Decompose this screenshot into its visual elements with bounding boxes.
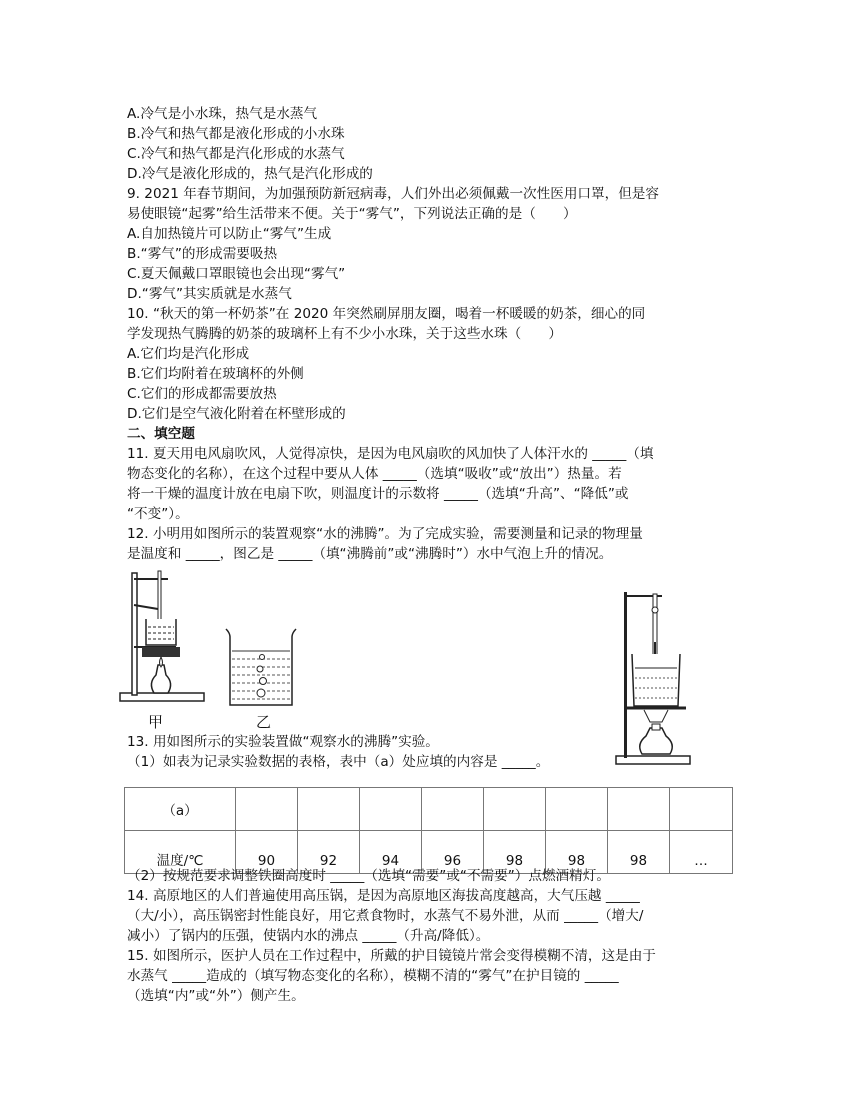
figure-label-jia: 甲 bbox=[148, 713, 164, 731]
table-cell bbox=[360, 788, 422, 831]
table-cell bbox=[484, 788, 546, 831]
table-cell bbox=[608, 788, 670, 831]
figure-label-yi: 乙 bbox=[256, 713, 272, 731]
table-cell-temp: 92 bbox=[298, 831, 360, 874]
table-cell bbox=[298, 788, 360, 831]
table-cell bbox=[670, 788, 733, 831]
question-15-line3: （选填“内”或“外”）侧产生。 bbox=[127, 988, 305, 1004]
option-a-q9: A.自加热镜片可以防止“雾气”生成 bbox=[127, 226, 332, 242]
question-11-line4: “不变”）。 bbox=[127, 506, 189, 522]
question-14-line3: 减小）了锅内的压强，使锅内水的沸点 _____（升高/降低）。 bbox=[127, 928, 490, 944]
beaker-yi-figure bbox=[222, 625, 302, 711]
table-cell-temp: 98 bbox=[608, 831, 670, 874]
option-d-q10: D.它们是空气液化附着在杯壁形成的 bbox=[127, 406, 346, 422]
table-cell-temp: 90 bbox=[236, 831, 298, 874]
table-cell-temp: 94 bbox=[360, 831, 422, 874]
table-cell-temp: 98 bbox=[484, 831, 546, 874]
question-15-line2: 水蒸气 _____造成的（填写物态变化的名称），模糊不清的“雾气”在护目镜的 _____ bbox=[127, 968, 619, 984]
table-cell-temp: 98 bbox=[546, 831, 608, 874]
option-c-q9: C.夏天佩戴口罩眼镜也会出现“雾气” bbox=[127, 266, 346, 282]
table-cell bbox=[546, 788, 608, 831]
table-cell-temp: 96 bbox=[422, 831, 484, 874]
question-9-line2: 易使眼镜“起雾”给生活带来不便。关于“雾气”，下列说法正确的是（ ） bbox=[127, 206, 577, 222]
table-row bbox=[125, 788, 733, 831]
option-c-q10: C.它们的形成都需要放热 bbox=[127, 386, 277, 402]
question-14-line2: （大/小），高压锅密封性能良好，用它煮食物时，水蒸气不易外泄，从而 _____（增大/ bbox=[127, 908, 644, 924]
question-13-part2: （2）按规范要求调整铁圈高度时 _____（选填“需要”或“不需要”）点燃酒精灯。 bbox=[127, 868, 610, 884]
question-15-line1: 15. 如图所示，医护人员在工作过程中，所戴的护目镜镜片常会变得模糊不清，这是由于 bbox=[127, 948, 656, 964]
option-c-q8: C.冷气和热气都是汽化形成的水蒸气 bbox=[127, 146, 345, 162]
option-a-q10: A.它们均是汽化形成 bbox=[127, 346, 250, 362]
question-10-line1: 10. “秋天的第一杯奶茶”在 2020 年突然刷屏朋友圈，喝着一杯暖暖的奶茶，细心的同 bbox=[127, 306, 646, 322]
table-cell bbox=[422, 788, 484, 831]
option-d-q8: D.冷气是液化形成的，热气是汽化形成的 bbox=[127, 166, 373, 182]
question-13-line1: 13. 用如图所示的实验装置做“观察水的沸腾”实验。 bbox=[127, 734, 439, 750]
question-10-line2: 学发现热气腾腾的奶茶的玻璃杯上有不少小水珠，关于这些水珠（ ） bbox=[127, 326, 562, 342]
apparatus-jia-figure bbox=[118, 565, 213, 715]
option-d-q9: D.“雾气”其实质就是水蒸气 bbox=[127, 286, 292, 302]
table-cell-temp: … bbox=[670, 831, 733, 874]
option-a-q8: A.冷气是小水珠，热气是水蒸气 bbox=[127, 106, 318, 122]
question-14-line1: 14. 高原地区的人们普遍使用高压锅，是因为高原地区海拔高度越高，大气压越 _____ bbox=[127, 888, 640, 904]
question-11-line2: 物态变化的名称），在这个过程中要从人体 _____（选填“吸收”或“放出”）热量。若 bbox=[127, 466, 622, 482]
question-13-part1: （1）如表为记录实验数据的表格，表中（a）处应填的内容是 _____。 bbox=[127, 754, 550, 770]
option-b-q8: B.冷气和热气都是液化形成的小水珠 bbox=[127, 126, 345, 142]
question-12-line2: 是温度和 _____，图乙是 _____（填“沸腾前”或“沸腾时”）水中气泡上升的情况。 bbox=[127, 546, 613, 562]
question-12-line1: 12. 小明用如图所示的装置观察“水的沸腾”。为了完成实验，需要测量和记录的物理量 bbox=[127, 526, 643, 542]
boiling-data-table bbox=[124, 787, 733, 874]
question-9-line1: 9. 2021 年春节期间，为加强预防新冠病毒，人们外出必须佩戴一次性医用口罩，但是容 bbox=[127, 186, 659, 202]
table-cell bbox=[236, 788, 298, 831]
question-11-line1: 11. 夏天用电风扇吹风，人觉得凉快，是因为电风扇吹的风加快了人体汗水的 _____（填 bbox=[127, 446, 654, 462]
section-heading-fill-blank: 二、填空题 bbox=[127, 426, 195, 442]
table-cell-a: （a） bbox=[125, 788, 236, 831]
table-cell-temperature-label: 温度/℃ bbox=[125, 831, 236, 874]
option-b-q10: B.它们均附着在玻璃杯的外侧 bbox=[127, 366, 304, 382]
boiling-apparatus-figure bbox=[612, 582, 702, 772]
option-b-q9: B.“雾气”的形成需要吸热 bbox=[127, 246, 278, 262]
question-11-line3: 将一干燥的温度计放在电扇下吹，则温度计的示数将 _____（选填“升高”、“降低”或 bbox=[127, 486, 629, 502]
